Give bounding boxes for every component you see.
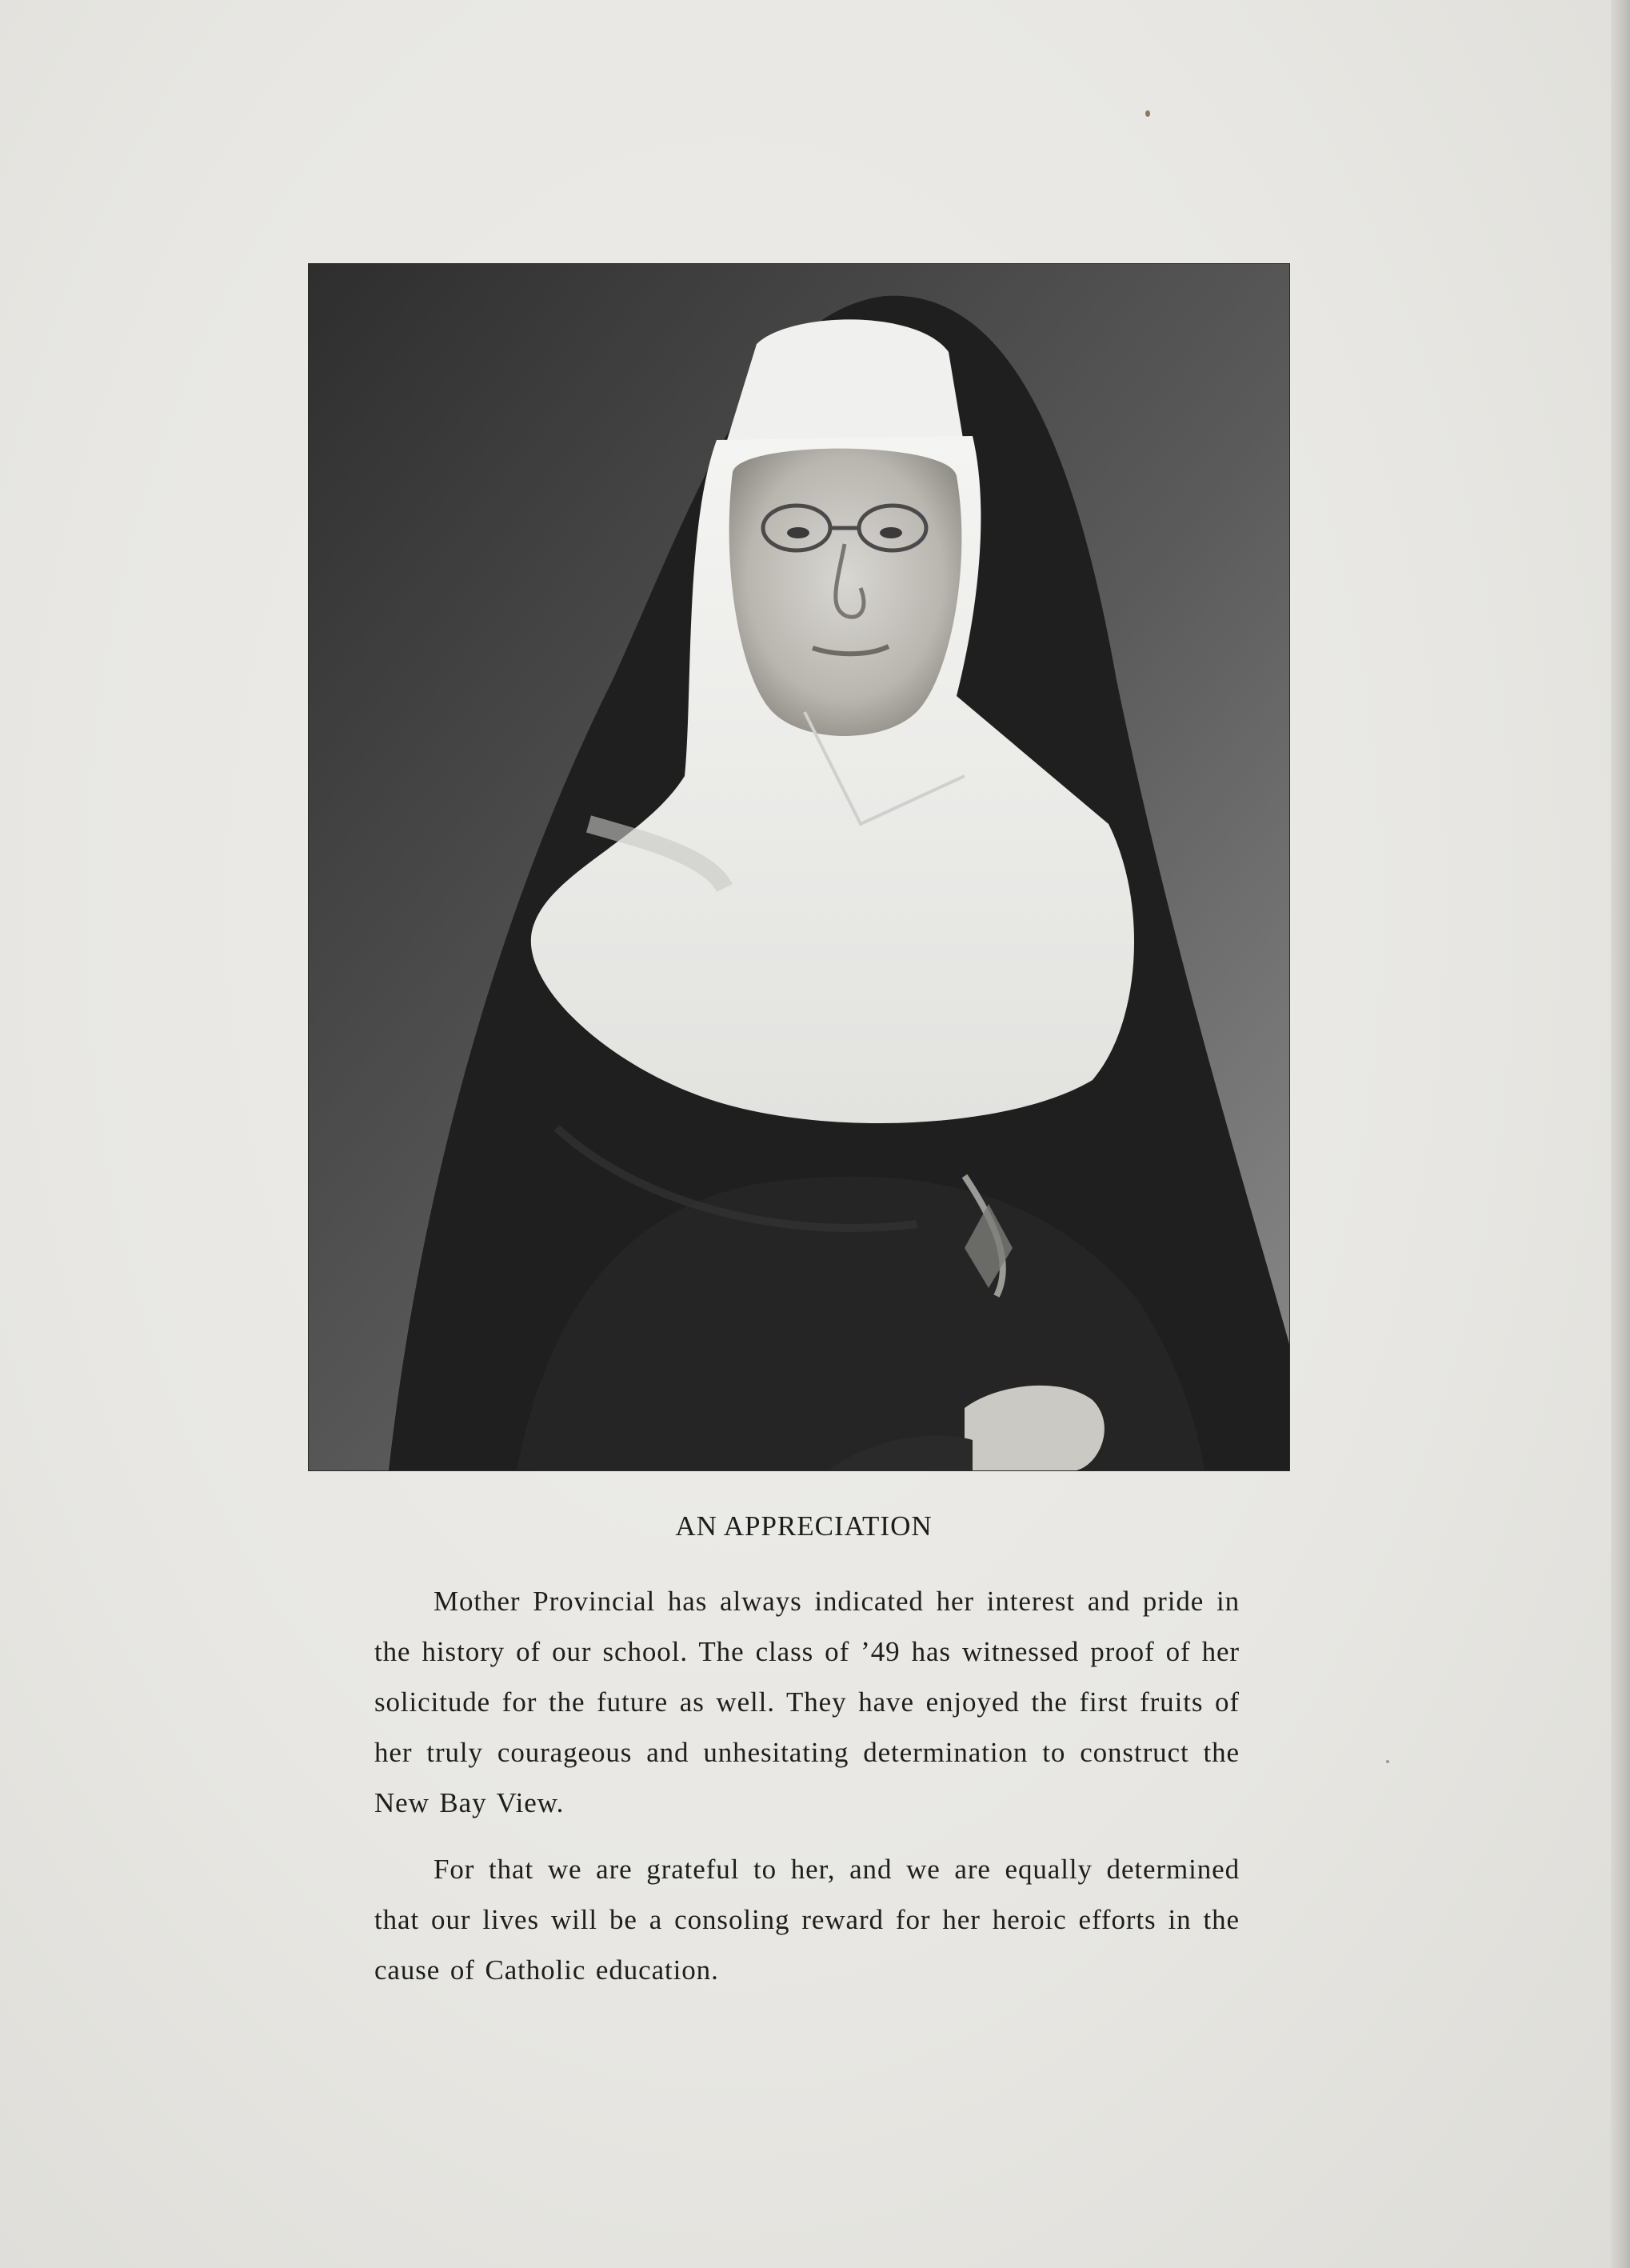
paper-speck xyxy=(1145,110,1150,117)
paragraph: For that we are grateful to her, and we are equally determined that our lives will be a consoling reward for her heroic efforts in the cause of Catholic education. xyxy=(374,1854,1240,1986)
nun-portrait-illustration xyxy=(309,264,1289,1470)
page-heading: AN APPRECIATION xyxy=(675,1510,933,1542)
paper-speck xyxy=(1386,1760,1389,1763)
portrait-photo xyxy=(309,264,1289,1470)
appreciation-text xyxy=(374,1576,1240,2011)
page-edge xyxy=(1611,0,1630,2268)
paragraph: Mother Provincial has always indicated her interest and pride in the history of our school. The class of ’49 has witnessed proof of her solicitude for the future as well. They have enjoyed the first fruits of her truly courageous and unhesitating determination to construct the New Bay View. xyxy=(374,1586,1240,1818)
